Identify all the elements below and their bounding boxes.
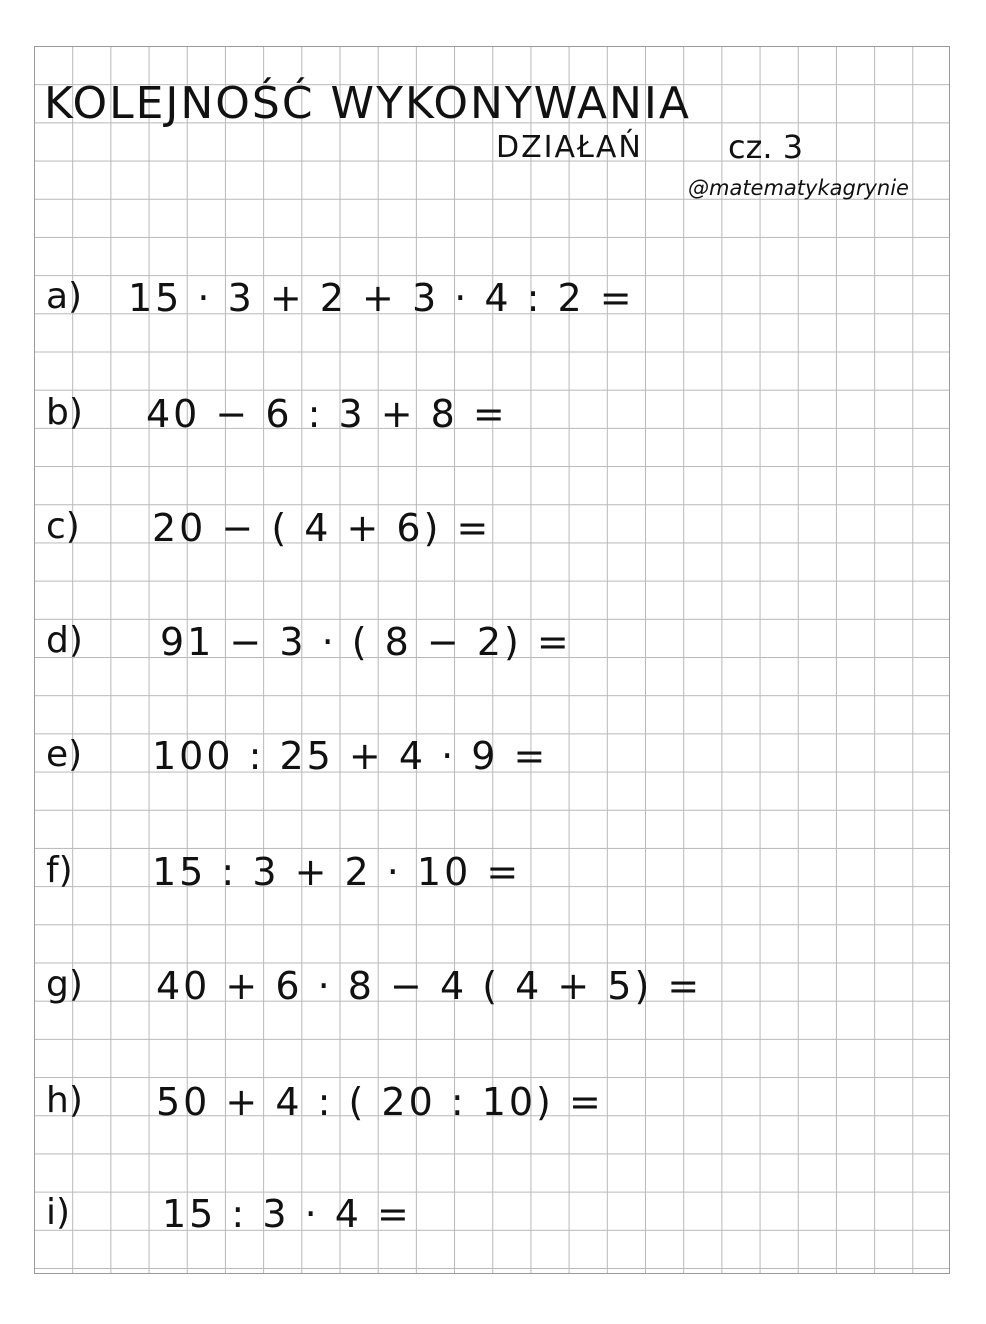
exercise-expression: 15 · 3 + 2 + 3 · 4 : 2 = [128,276,635,320]
exercise-row [0,276,986,336]
exercise-row [0,1192,986,1252]
exercise-row [0,1080,986,1140]
worksheet-title-line2: DZIAŁAŃ [496,130,643,165]
exercise-expression: 100 : 25 + 4 · 9 = [152,734,549,778]
exercise-label: b) [46,392,83,433]
exercise-label: i) [46,1192,71,1233]
exercise-row [0,392,986,452]
exercise-expression: 40 − 6 : 3 + 8 = [146,392,508,436]
exercise-row [0,850,986,910]
exercise-row [0,964,986,1024]
exercise-label: h) [46,1080,83,1121]
exercise-label: g) [46,964,83,1005]
exercise-expression: 91 − 3 · ( 8 − 2) = [160,620,572,664]
exercise-label: f) [46,850,73,891]
exercise-label: a) [46,276,83,317]
exercise-row [0,734,986,794]
part-number: cz. 3 [728,128,804,166]
exercise-expression: 15 : 3 · 4 = [162,1192,412,1236]
exercise-label: d) [46,620,83,661]
exercise-expression: 20 − ( 4 + 6) = [152,506,492,550]
author-handle: @matematykagrynie [688,176,909,200]
exercise-label: e) [46,734,83,775]
worksheet-title: KOLEJNOŚĆ WYKONYWANIA [44,78,691,129]
exercise-expression: 15 : 3 + 2 · 10 = [152,850,522,894]
exercise-row [0,506,986,566]
exercise-expression: 40 + 6 · 8 − 4 ( 4 + 5) = [156,964,703,1008]
exercise-row [0,620,986,680]
exercise-label: c) [46,506,80,547]
exercise-expression: 50 + 4 : ( 20 : 10) = [156,1080,604,1124]
